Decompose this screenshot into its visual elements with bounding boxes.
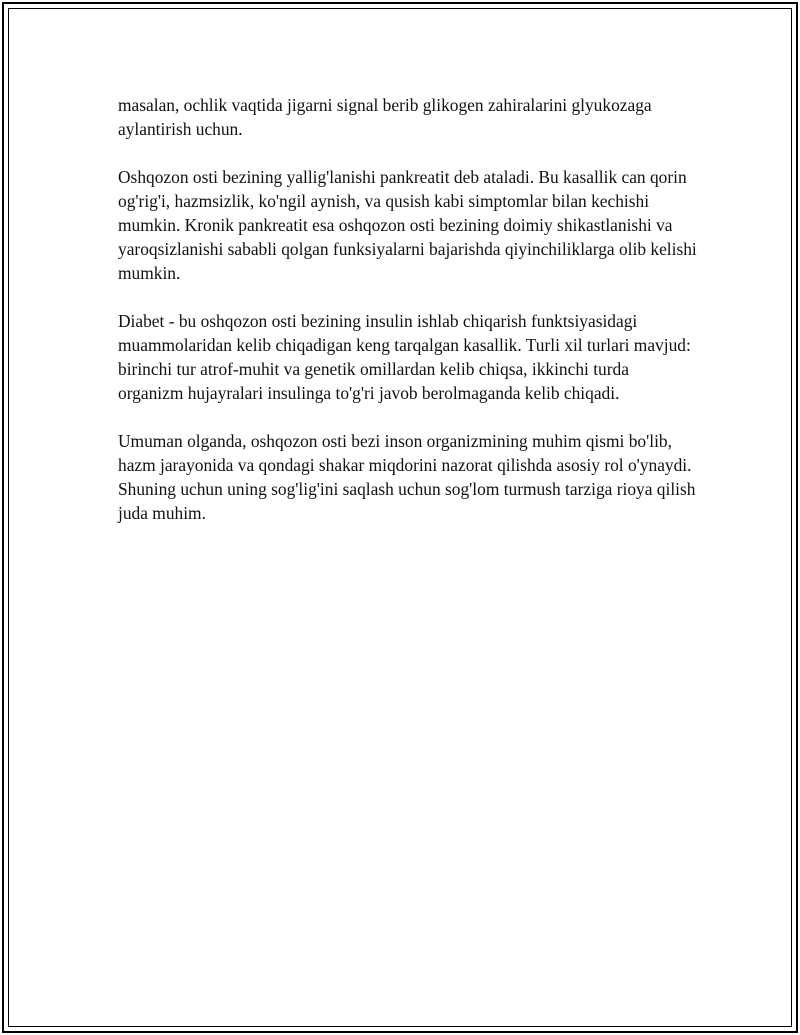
paragraph-4: Umuman olganda, oshqozon osti bezi inson organizmining muhim qismi bo'lib, hazm jarayonida va qondagi shakar miqdorini nazorat qilishda asosiy rol o'ynaydi. Shuning uchun uning sog'lig'ini saqlash uchun sog'lom turmush tarziga rioya qilish juda muhim.	[118, 431, 696, 523]
paragraph-2: Oshqozon osti bezining yallig'lanishi pankreatit deb ataladi. Bu kasallik can qorin og'rig'i, hazmsizlik, ko'ngil aynish, va qusish kabi simptomlar bilan kechishi mumkin. Kronik pankreatit esa oshqozon osti bezining doimiy shikastlanishi va yaroqsizlanishi sababli qolgan funksiyalarni bajarishda qiyinchiliklarga olib kelishi mumkin.	[118, 167, 697, 283]
paragraph-3: Diabet - bu oshqozon osti bezining insulin ishlab chiqarish funktsiyasidagi muammolaridan kelib chiqadigan keng tarqalgan kasallik. Turli xil turlari mavjud: birinchi tur atrof-muhit va genetik omillardan kelib chiqsa, ikkinchi turda organizm hujayralari insulinga to'g'ri javob berolmaganda kelib chiqadi.	[118, 311, 691, 403]
document-body	[118, 93, 698, 549]
paragraph-1: masalan, ochlik vaqtida jigarni signal berib glikogen zahiralarini glyukozaga aylantirish uchun.	[118, 95, 652, 139]
